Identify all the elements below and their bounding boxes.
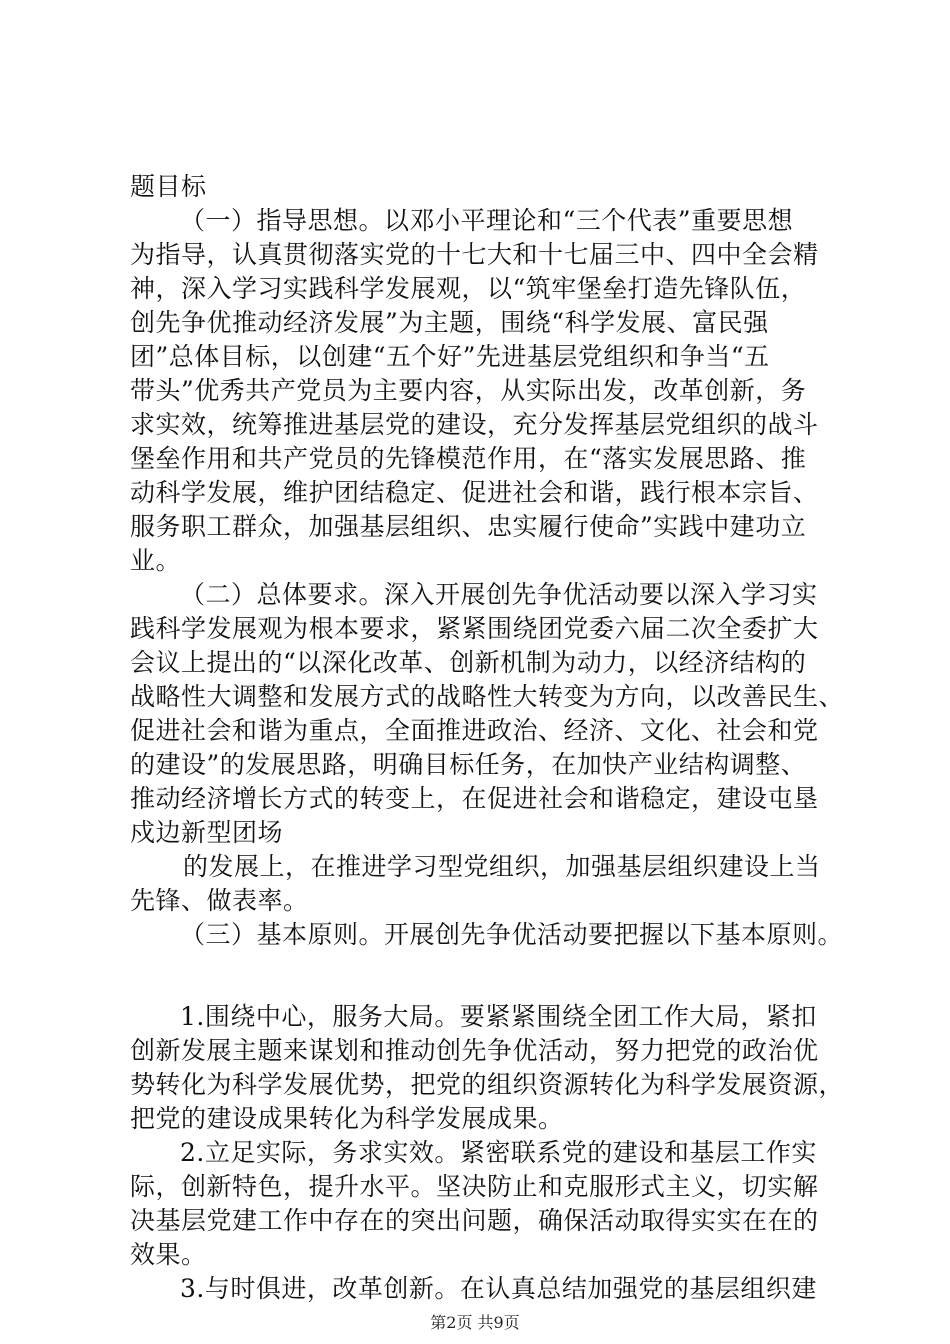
text-line: 促进社会和谐为重点，全面推进政治、经济、文化、社会和党 bbox=[130, 716, 819, 745]
text-line: 戍边新型团场 bbox=[130, 818, 284, 847]
text-line: 战略性大调整和发展方式的战略性大转变为方向，以改善民生、 bbox=[130, 682, 845, 711]
text-line: 把党的建设成果转化为科学发展成果。 bbox=[130, 1104, 564, 1133]
text-line: （二）总体要求。深入开展创先争优活动要以深入学习实 bbox=[180, 580, 818, 609]
text-line: 创新发展主题来谋划和推动创先争优活动，努力把党的政治优 bbox=[130, 1036, 819, 1065]
text-line: 题目标 bbox=[130, 172, 207, 201]
text-line: 势转化为科学发展优势，把党的组织资源转化为科学发展资源， bbox=[130, 1070, 845, 1099]
text-line: 2.立足实际，务求实效。紧密联系党的建设和基层工作实 bbox=[180, 1138, 817, 1167]
text-line: 为指导，认真贯彻落实党的十七大和十七届三中、四中全会精 bbox=[130, 240, 819, 269]
text-line: 先锋、做表率。 bbox=[130, 886, 309, 915]
text-line: （一）指导思想。以邓小平理论和“三个代表”重要思想 bbox=[180, 206, 794, 235]
text-line: 决基层党建工作中存在的突出问题，确保活动取得实实在在的 bbox=[130, 1206, 819, 1235]
text-line: 1.围绕中心，服务大局。要紧紧围绕全团工作大局，紧扣 bbox=[180, 1002, 817, 1031]
text-line: 推动经济增长方式的转变上，在促进社会和谐稳定，建设屯垦 bbox=[130, 784, 819, 813]
text-line: 的建设”的发展思路，明确目标任务，在加快产业结构调整、 bbox=[130, 750, 807, 779]
text-line: 际，创新特色，提升水平。坚决防止和克服形式主义，切实解 bbox=[130, 1172, 819, 1201]
text-line: 堡垒作用和共产党员的先锋模范作用，在“落实发展思路、推 bbox=[130, 444, 807, 473]
text-line: 的发展上，在推进学习型党组织，加强基层组织建设上当 bbox=[183, 852, 821, 881]
text-line: 践科学发展观为根本要求，紧紧围绕团党委六届二次全委扩大 bbox=[130, 614, 819, 643]
text-line: 动科学发展，维护团结稳定、促进社会和谐，践行根本宗旨、 bbox=[130, 478, 819, 507]
text-line: 带头”优秀共产党员为主要内容，从实际出发，改革创新，务 bbox=[130, 376, 807, 405]
text-line: 服务职工群众，加强基层组织、忠实履行使命”实践中建功立 bbox=[130, 512, 807, 541]
text-line: 求实效，统筹推进基层党的建设，充分发挥基层党组织的战斗 bbox=[130, 410, 819, 439]
text-line: 创先争优推动经济发展”为主题，围绕“科学发展、富民强 bbox=[130, 308, 769, 337]
page-number: 第2页 共9页 bbox=[430, 1313, 520, 1332]
text-line: 团”总体目标，以创建“五个好”先进基层党组织和争当“五 bbox=[130, 342, 770, 371]
text-line: 3.与时俱进，改革创新。在认真总结加强党的基层组织建 bbox=[180, 1274, 817, 1303]
text-line: 会议上提出的“以深化改革、创新机制为动力，以经济结构的 bbox=[130, 648, 807, 677]
text-line: （三）基本原则。开展创先争优活动要把握以下基本原则。 bbox=[180, 920, 844, 949]
text-line: 效果。 bbox=[130, 1240, 207, 1269]
text-line: 神，深入学习实践科学发展观，以“筑牢堡垒打造先锋队伍， bbox=[130, 274, 807, 303]
text-line: 业。 bbox=[130, 546, 182, 575]
